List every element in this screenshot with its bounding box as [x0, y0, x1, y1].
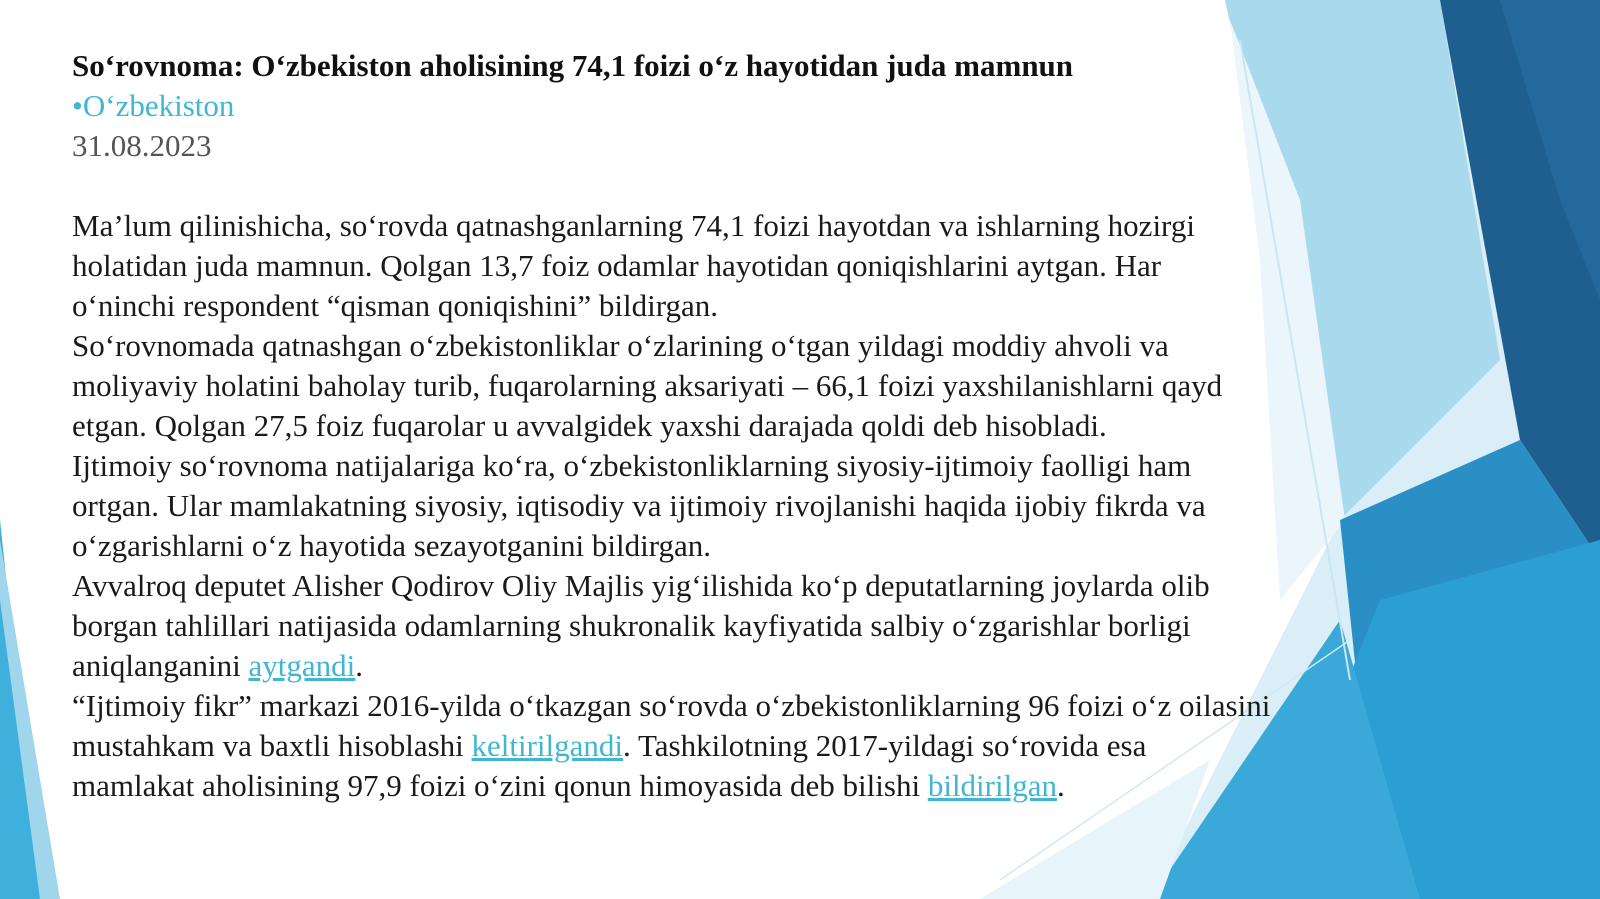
paragraph-2: So‘rovnomada qatnashgan o‘zbekistonliklar o‘zlarining o‘tgan yildagi moddiy ahvoli va moliyaviy holatini baholay turib, fuqarolarning aksariyati – 66,1 foizi yaxshilanishlarni qayd etgan. Qolgan 27,5 foiz fuqarolar u avvalgidek yaxshi darajada qoldi deb hisobladi. [72, 328, 1223, 443]
link-bildirilgan[interactable]: bildirilgan [927, 768, 1057, 803]
paragraph-1: Ma’lum qilinishicha, so‘rovda qatnashganlarning 74,1 foizi hayotdan va ishlarning hozirgi holatidan juda mamnun. Qolgan 13,7 foiz odamlar hayotidan qoniqishlarini aytgan. Har o‘ninchi respondent “qisman qoniqishini” bildirgan. [72, 208, 1195, 323]
paragraph-5 [72, 686, 1272, 806]
category-label[interactable]: O‘zbekiston [82, 88, 235, 123]
paragraph-5-middle: . Tashkilotning 2017-yildagi so‘rovida esa mamlakat aholisining 97,9 foizi o‘zini qonun himoyasida deb bilishi [72, 728, 1147, 803]
link-keltirilgandi[interactable]: keltirilgandi [471, 728, 624, 763]
paragraph-4-end: . [355, 648, 363, 683]
article-title: So‘rovnoma: O‘zbekiston aholisining 74,1 foizi o‘z hayotidan juda mamnun [72, 48, 1074, 83]
article-date: 31.08.2023 [72, 128, 212, 163]
article-content [72, 46, 1272, 806]
paragraph-5-text: “Ijtimoiy fikr” markazi 2016-yilda o‘tkazgan so‘rovda o‘zbekistonliklarning 96 foizi o‘z oilasini mustahkam va baxtli hisoblashi [72, 688, 1271, 763]
paragraph-4-text: Avvalroq deputet Alisher Qodirov Oliy Majlis yig‘ilishida ko‘p deputatlarning joylarda olib borgan tahlillari natijasida odamlarning shukronalik kayfiyatida salbiy o‘zgarishlar borligi aniqlanganini [72, 568, 1210, 683]
paragraph-4 [72, 566, 1272, 686]
article-body [72, 206, 1272, 806]
category-bullet-icon: • [72, 88, 83, 123]
paragraph-3: Ijtimoiy so‘rovnoma natijalariga ko‘ra, o‘zbekistonliklarning siyosiy-ijtimoiy faolligi ham ortgan. Ular mamlakatning siyosiy, iqtisodiy va ijtimoiy rivojlanishi haqida ijobiy fikrda va o‘zgarishlarni o‘z hayotida sezayotganini bildirgan. [72, 448, 1206, 563]
paragraph-5-end: . [1056, 768, 1065, 803]
link-aytgandi[interactable]: aytgandi [248, 648, 356, 683]
article-category[interactable] [72, 86, 1272, 126]
